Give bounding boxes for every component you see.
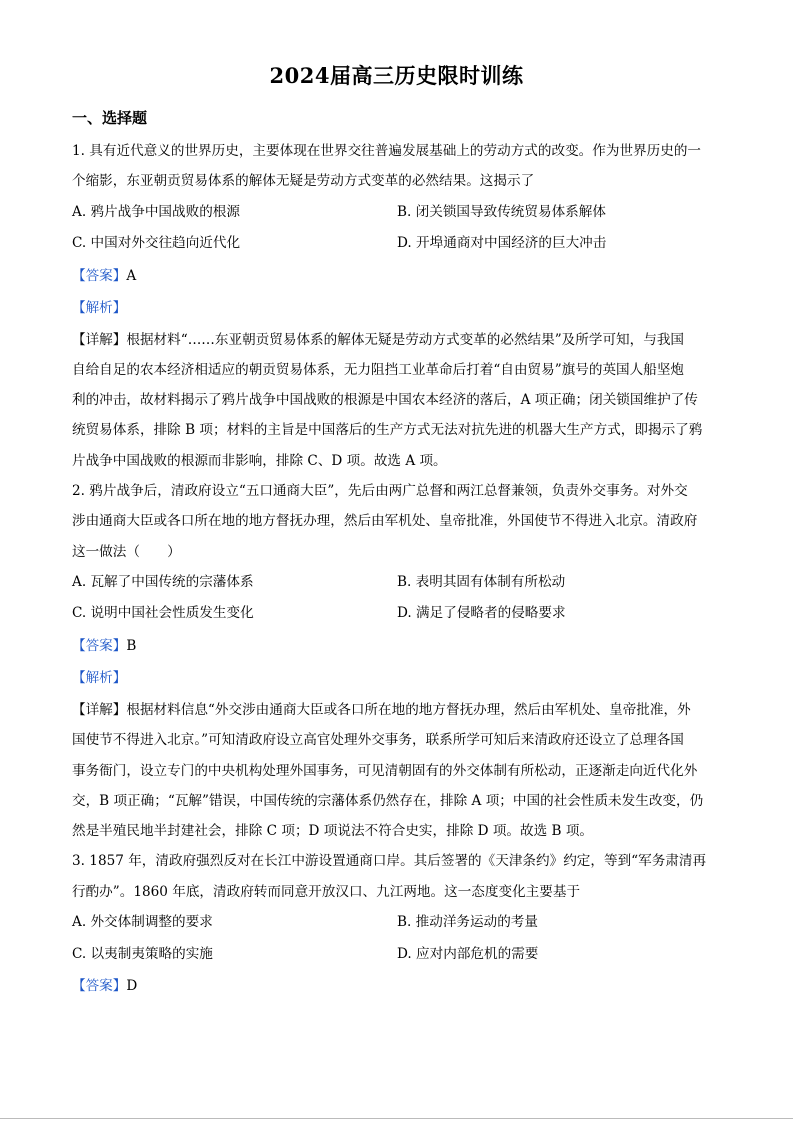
option-a: A. 外交体制调整的要求 xyxy=(72,914,213,931)
option-c: C. 中国对外交往趋向近代化 xyxy=(72,235,241,252)
option-b: B. 表明其固有体制有所松动 xyxy=(397,573,566,590)
detail-line: 事务衙门，设立专门的中央机构处理外国事务，可见清朝固有的外交体制有所松动，正逐渐走向近代化外 xyxy=(72,762,698,779)
option-c: C. 说明中国社会性质发生变化 xyxy=(72,605,254,622)
question-list xyxy=(72,136,722,1003)
section-heading: 一、选择题 xyxy=(72,109,148,127)
detail-line: 片战争中国战败的根源而非影响，排除 C、D 项。故选 A 项。 xyxy=(72,452,447,469)
option-a: A. 鸦片战争中国战败的根源 xyxy=(72,203,240,220)
answer-tag: 【答案】 xyxy=(72,267,127,284)
question-stem-line: 3. 1857 年，清政府强烈反对在长江中游设置通商口岸。其后签署的《天津条约》约定，等到“军务肃清再 xyxy=(72,853,707,870)
analysis-tag: 【解析】 xyxy=(72,300,127,317)
page-title: 2024届高三历史限时训练 xyxy=(269,63,524,88)
option-c: C. 以夷制夷策略的实施 xyxy=(72,945,213,962)
option-d: D. 应对内部危机的需要 xyxy=(397,945,539,962)
option-b: B. 推动洋务运动的考量 xyxy=(397,914,538,931)
option-d: D. 满足了侵略者的侵略要求 xyxy=(397,605,566,622)
answer-line xyxy=(72,260,722,293)
detail-line: 国使节不得进入北京。”可知清政府设立高官处理外交事务，联系所学可知后来清政府还设立了总理各国 xyxy=(72,732,684,749)
answer-value: D xyxy=(126,978,138,995)
page-bottom-rule xyxy=(0,1118,793,1119)
analysis-line xyxy=(72,292,722,325)
question-2 xyxy=(72,476,722,846)
detail-line: 【详解】根据材料“……东亚朝贡贸易体系的解体无疑是劳动方式变革的必然结果”及所学可知，与我国 xyxy=(72,331,685,348)
question-stem-line: 行酌办”。1860 年底，清政府转而同意开放汉口、九江两地。这一态度变化主要基于 xyxy=(72,883,581,900)
answer-value: B xyxy=(126,637,137,654)
question-stem-line: 涉由通商大臣或各口所在地的地方督抚办理，然后由军机处、皇帝批准，外国使节不得进入北京。清政府 xyxy=(72,513,698,530)
question-stem-line: 个缩影，东亚朝贡贸易体系的解体无疑是劳动方式变革的必然结果。这揭示了 xyxy=(72,173,535,190)
options xyxy=(72,567,722,630)
answer-tag: 【答案】 xyxy=(72,637,127,654)
options xyxy=(72,197,722,260)
question-3 xyxy=(72,846,722,1002)
question-stem-line: 2. 鸦片战争后，清政府设立“五口通商大臣”，先后由两广总督和两江总督兼领，负责外交事务。对外交 xyxy=(72,483,688,500)
options xyxy=(72,907,722,970)
option-a: A. 瓦解了中国传统的宗藩体系 xyxy=(72,573,254,590)
detail-line: 【详解】根据材料信息“外交涉由通商大臣或各口所在地的地方督抚办理，然后由军机处、皇帝批准，外 xyxy=(72,701,691,718)
analysis-tag: 【解析】 xyxy=(72,670,127,687)
detail-line: 自给自足的农本经济相适应的朝贡贸易体系，无力阻挡工业革命后打着“自由贸易”旗号的英国人船坚炮 xyxy=(72,361,685,378)
question-stem-line: 这一做法（ ） xyxy=(72,543,181,560)
answer-line xyxy=(72,970,722,1003)
detail-line: 然是半殖民地半封建社会，排除 C 项；D 项说法不符合史实，排除 D 项。故选 B 项。 xyxy=(72,823,594,840)
option-b: B. 闭关锁国导致传统贸易体系解体 xyxy=(397,203,606,220)
answer-tag: 【答案】 xyxy=(72,978,127,995)
detail-line: 利的冲击，故材料揭示了鸦片战争中国战败的根源是中国农本经济的落后，A 项正确；闭关锁国维护了传 xyxy=(72,392,698,409)
detail-line: 统贸易体系，排除 B 项；材料的主旨是中国落后的生产方式无法对抗先进的机器大生产方式，即揭示了鸦 xyxy=(72,422,703,439)
answer-line xyxy=(72,630,722,663)
answer-value: A xyxy=(126,267,137,284)
question-stem-line: 1. 具有近代意义的世界历史，主要体现在世界交往普遍发展基础上的劳动方式的改变。作为世界历史的一 xyxy=(72,143,702,159)
question-1 xyxy=(72,136,722,476)
detail-line: 交，B 项正确；“瓦解”错误，中国传统的宗藩体系仍然存在，排除 A 项；中国的社会性质未发生改变，仍 xyxy=(72,792,704,809)
analysis-line xyxy=(72,662,722,695)
option-d: D. 开埠通商对中国经济的巨大冲击 xyxy=(397,235,607,252)
